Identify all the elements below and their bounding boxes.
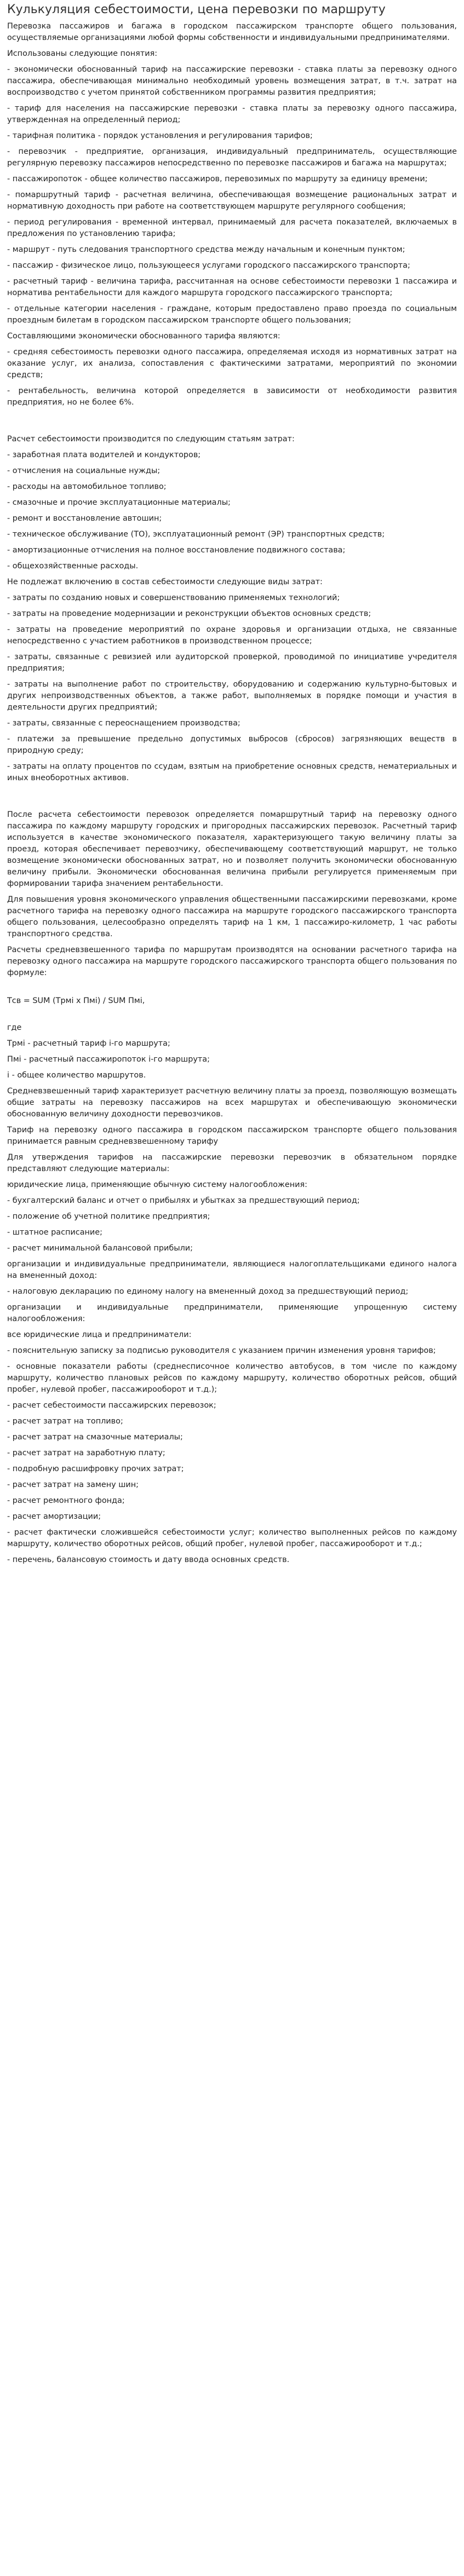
list-item: - расчет фактически сложившейся себестоимости услуг; количество выполненных рейсов по каждому маршруту, количество оборотных рейсов, общий пробег, нулевой пробег, пассажирооборот и т.д.;: [7, 1528, 457, 1548]
paragraph: Поcле расчета себестоимости перевозок определяется помаршрутный тариф на перевозку одного пассажира по каждому маршруту городских и пригородных пассажирских перевозок. Расчетный тариф используется в качестве экономического показателя, характеризующего такую величину платы за проезд, которая обеспечивает перевозчику, обеспечивающему соответствующий маршрут, не только возмещение экономически обоснованных затрат, но и позволяет получить экономически обоснованную величину прибыли. Экономически обоснованная величина прибыли регулируется применяемым при формировании тарифа значением рентабельности.: [7, 810, 457, 888]
list-item: - расчет затрат на заработную плату;: [7, 1449, 165, 1457]
list-item: - затраты по созданию новых и совершенствованию применяемых технологий;: [7, 593, 340, 602]
list-item: - тарифная политика - порядок установления и регулирования тарифов;: [7, 131, 313, 140]
list-item: Трмi - расчетный тариф i-го маршрута;: [7, 1039, 170, 1048]
list-item: - налоговую декларацию по единому налогу на вмененный доход за предшествующий период;: [7, 1287, 409, 1296]
list-item: - экономически обоснованный тариф на пассажирские перевозки - ставка платы за перевозку одного пассажира, обеспечивающая минимально необходимый уровень возмещения затрат, в т.ч. затрат на воспроизводство с учетом принятой собственником программы развития предприятия;: [7, 65, 457, 97]
list-item: - пояснительную записку за подписью руководителя с указанием причин изменения уровня тарифов;: [7, 1346, 436, 1355]
page-title: Кулькуляция себестоимости, цена перевозки по маршруту: [7, 3, 386, 16]
list-item: - платежи за превышение предельно допустимых выбросов (сбросов) загрязняющих веществ в природную среду;: [7, 735, 457, 755]
paragraph: Расчет себестоимости производится по следующим статьям затрат:: [7, 435, 295, 443]
list-item: - затраты на выполнение работ по строительству, оборудованию и содержанию культурно-бытовых и других непроизводственных объектов, а также работ, выполняемых в порядке помощи и участия в деятельности других предприятий;: [7, 680, 457, 712]
list-item: - техническое обслуживание (ТО), эксплуатационный ремонт (ЭР) транспортных средств;: [7, 530, 385, 539]
list-item: - затраты, связанные с переоснащением производства;: [7, 719, 240, 728]
paragraph: Для утверждения тарифов на пассажирские перевозки перевозчик в обязательном порядке представляют следующие материалы:: [7, 1153, 457, 1173]
list-item: - затраты на проведение мероприятий по охране здоровья и организации отдыха, не связанные непосредственно с участием работников в производственном процессе;: [7, 625, 457, 646]
list-item: - пассажир - физическое лицо, пользующееся услугами городского пассажирского транспорта;: [7, 261, 410, 270]
list-item: - перевозчик - предприятие, организация, индивидуальный предприниматель, осуществляющие регулярную перевозку пассажиров непосредственно по перевозке пассажиров и багажа на маршрутах;: [7, 147, 457, 168]
paragraph: организации и индивидуальные предприниматели, являющиеся налогоплательщиками единого налога на вмененный доход:: [7, 1260, 457, 1280]
list-item: - смазочные и прочие эксплуатационные материалы;: [7, 498, 231, 507]
list-item: - положение об учетной политике предприятия;: [7, 1212, 210, 1221]
list-item: i - общее количество маршрутов.: [7, 1071, 146, 1080]
paragraph: юридические лица, применяющие обычную систему налогообложения:: [7, 1180, 307, 1189]
list-item: - тариф для населения на пассажирские перевозки - ставка платы за перевозку одного пассажира, утвержденная на определенный период;: [7, 104, 457, 124]
formula: Тсв = SUM (Трмi x Пмi) / SUM Пмi,: [7, 996, 145, 1005]
list-item: - помаршрутный тариф - расчетная величина, обеспечивающая возмещение рациональных затрат и нормативную доходность при работе на соответствующем маршруте регулярного сообщения;: [7, 191, 457, 211]
list-item: - подробную расшифровку прочих затрат;: [7, 1465, 184, 1473]
paragraph: Составляющими экономически обоснованного тарифа являются:: [7, 332, 280, 341]
paragraph: организации и индивидуальные предприниматели, применяющие упрощенную систему налогообложения:: [7, 1303, 457, 1323]
list-item: - затраты на проведение модернизации и реконструкции объектов основных средств;: [7, 609, 371, 618]
paragraph: Тариф на перевозку одного пассажира в городском пассажирском транспорте общего пользования принимается равным средневзвешенному тарифу: [7, 1126, 457, 1146]
list-item: Пмi - расчетный пассажиропоток i-го маршрута;: [7, 1055, 210, 1064]
list-item: - штатное расписание;: [7, 1228, 102, 1237]
paragraph: Перевозка пассажиров и багажа в городском пассажирском транспорте общего пользования, осуществляемые организациями любой формы собственности и индивидуальными предпринимателями.: [7, 22, 457, 42]
list-item: - перечень, балансовую стоимость и дату ввода основных средств.: [7, 1555, 290, 1564]
list-item: - заработная плата водителей и кондукторов;: [7, 451, 201, 459]
list-item: - отчисления на социальные нужды;: [7, 466, 161, 475]
list-item: - затраты на оплату процентов по ссудам, взятым на приобретение основных средств, нематериальных и иных внеоборотных активов.: [7, 762, 457, 782]
paragraph: Для повышения уровня экономического управления общественными пассажирскими перевозками, кроме расчетного тарифа на перевозку одного пассажира на маршруте городского пассажирского транспорта общего пользования, целесообразно определять тариф на 1 км, 1 пассажиро-километр, 1 час работы транспортного средства.: [7, 895, 457, 938]
list-item: - расчет себестоимости пассажирских перевозок;: [7, 1401, 216, 1410]
list-item: - маршрут - путь следования транспортного средства между начальным и конечным пунктом;: [7, 245, 405, 254]
paragraph: Использованы следующие понятия:: [7, 49, 158, 58]
list-item: - расчет затрат на топливо;: [7, 1417, 123, 1426]
list-item: - расходы на автомобильное топливо;: [7, 482, 167, 491]
paragraph: Расчеты средневзвешенного тарифа по маршрутам производятся на основании расчетного тарифа на перевозку одного пассажира на маршруте городского пассажирского транспорта общего пользования по формуле:: [7, 946, 457, 977]
paragraph: все юридические лица и предприниматели:: [7, 1330, 192, 1339]
list-item: - ремонт и восстановление автошин;: [7, 514, 162, 523]
paragraph: Не подлежат включению в состав себестоимости следующие виды затрат:: [7, 578, 323, 586]
list-item: - отдельные категории населения - граждане, которым предоставлено право проезда по социальным проездным билетам в городском пассажирском транспорте общего пользования;: [7, 304, 457, 325]
list-item: - расчет ремонтного фонда;: [7, 1496, 125, 1505]
list-item: - основные показатели работы (среднесписочное количество автобусов, в том числе по каждому маршруту, количество плановых рейсов по каждому маршруту, количество оборотных рейсов, общий пробег, нулевой пробег, пассажирооборот и т.д.);: [7, 1362, 457, 1394]
list-item: - расчетный тариф - величина тарифа, рассчитанная на основе себестоимости перевозки 1 пассажира и норматива рентабельности для каждого маршрута городского пассажирского транспорта;: [7, 277, 457, 297]
list-item: - рентабельность, величина которой определяется в зависимости от необходимости развития предприятия, но не более 6%.: [7, 387, 457, 407]
paragraph: Средневзвешенный тариф характеризует расчетную величину платы за проезд, позволяющую возмещать общие затраты на перевозку пассажиров на всех маршрутах и обеспечивающую экономически обоснованную величину доходности перевозчиков.: [7, 1087, 457, 1119]
list-item: - амортизационные отчисления на полное восстановление подвижного состава;: [7, 546, 346, 555]
list-item: - период регулирования - временной интервал, принимаемый для расчета показателей, включаемых в предложения по установлению тарифа;: [7, 218, 457, 238]
list-item: - бухгалтерский баланс и отчет о прибылях и убытках за предшествующий период;: [7, 1196, 360, 1205]
article-body: [7, 21, 457, 1566]
list-item: - расчет минимальной балансовой прибыли;: [7, 1244, 193, 1253]
list-item: - расчет амортизации;: [7, 1512, 101, 1521]
list-item: - расчет затрат на смазочные материалы;: [7, 1433, 183, 1442]
paragraph: где: [7, 1023, 22, 1032]
list-item: - общехозяйственные расходы.: [7, 562, 139, 570]
list-item: - средняя себестоимость перевозки одного пассажира, определяемая исходя из нормативных затрат на оказание услуг, их анализа, сопоставления с фактическими затратами, мероприятий по экономии средств;: [7, 348, 457, 379]
list-item: - затраты, связанные с ревизией или аудиторской проверкой, проводимой по инициативе учредителя предприятия;: [7, 653, 457, 673]
list-item: - расчет затрат на замену шин;: [7, 1480, 139, 1489]
list-item: - пассажиропоток - общее количество пассажиров, перевозимых по маршруту за единицу времени;: [7, 175, 428, 183]
